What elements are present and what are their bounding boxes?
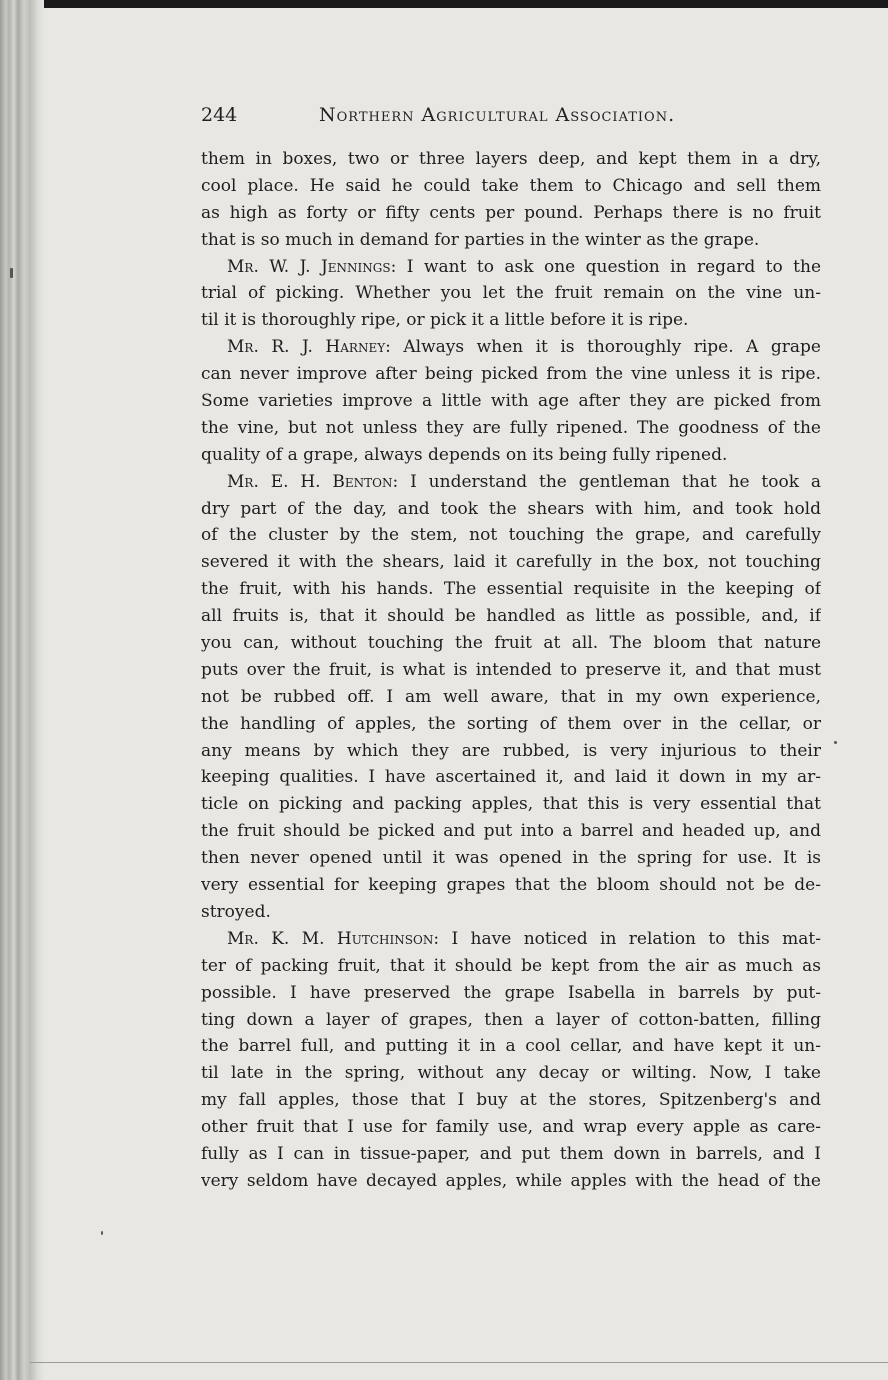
text-line: the handling of apples, the sorting of them over in the cellar, or bbox=[201, 713, 821, 734]
text-line: trial of picking. Whether you let the fruit remain on the vine un- bbox=[201, 283, 821, 304]
text-span: I understand the gentleman that he took a bbox=[398, 471, 821, 492]
text-line: other fruit that I use for family use, and wrap every apple as care- bbox=[201, 1117, 821, 1138]
text-line: ticle on picking and packing apples, that this is very essential that bbox=[201, 794, 821, 815]
text-line: stroyed. bbox=[201, 901, 271, 922]
speaker-name: Mr. E. H. Benton: bbox=[227, 471, 399, 492]
text-line: very seldom have decayed apples, while apples with the head of the bbox=[201, 1170, 821, 1191]
text-line: til late in the spring, without any decay or wilting. Now, I take bbox=[201, 1063, 821, 1084]
scan-top-edge bbox=[0, 0, 888, 8]
book-gutter bbox=[0, 0, 44, 1380]
text-line: as high as forty or fifty cents per pound. Perhaps there is no fruit bbox=[201, 202, 821, 223]
text-line: possible. I have preserved the grape Isabella in barrels by put- bbox=[201, 982, 821, 1003]
text-line: that is so much in demand for parties in the winter as the grape. bbox=[201, 229, 760, 250]
ink-speck bbox=[101, 1231, 103, 1235]
page-header bbox=[201, 104, 821, 134]
ink-speck bbox=[10, 268, 13, 278]
text-line: the barrel full, and putting it in a cool cellar, and have kept it un- bbox=[201, 1036, 821, 1057]
text-line: them in boxes, two or three layers deep, and kept them in a dry, bbox=[201, 149, 821, 169]
text-line: severed it with the shears, laid it carefully in the box, not touching bbox=[201, 552, 821, 573]
text-line: ter of packing fruit, that it should be kept from the air as much as bbox=[201, 955, 821, 976]
text-line: can never improve after being picked from the vine unless it is ripe. bbox=[201, 364, 821, 385]
text-line: of the cluster by the stem, not touching the grape, and carefully bbox=[201, 525, 821, 546]
text-line: puts over the fruit, is what is intended to preserve it, and that must bbox=[201, 659, 821, 680]
text-line: quality of a grape, always depends on its being fully ripened. bbox=[201, 444, 728, 465]
text-line: very essential for keeping grapes that the bloom should not be de- bbox=[201, 875, 821, 896]
text-line: not be rubbed off. I am well aware, that in my own experience, bbox=[201, 686, 821, 707]
text-line: ting down a layer of grapes, then a layer of cotton-batten, filling bbox=[201, 1009, 821, 1030]
text-line: til it is thoroughly ripe, or pick it a little before it is ripe. bbox=[201, 310, 689, 331]
speaker-name: Mr. W. J. Jennings: bbox=[227, 256, 397, 277]
text-line: dry part of the day, and took the shears with him, and took hold bbox=[201, 498, 821, 519]
page-number: 244 bbox=[201, 104, 238, 126]
text-span: Always when it is thoroughly ripe. A grape bbox=[390, 337, 821, 358]
speaker-line bbox=[201, 254, 821, 281]
text-line: Some varieties improve a little with age after they are picked from bbox=[201, 391, 821, 412]
speaker-line bbox=[201, 334, 821, 361]
text-span: I want to ask one question in regard to the bbox=[396, 256, 821, 277]
text-line: all fruits is, that it should be handled as little as possible, and, if bbox=[201, 606, 821, 627]
text-line: keeping qualities. I have ascertained it, and laid it down in my ar- bbox=[201, 767, 821, 788]
body-text bbox=[201, 146, 821, 1195]
text-line: the vine, but not unless they are fully ripened. The goodness of the bbox=[201, 417, 821, 438]
text-line: you can, without touching the fruit at all. The bloom that nature bbox=[201, 633, 821, 654]
text-line: then never opened until it was opened in the spring for use. It is bbox=[201, 848, 821, 869]
text-span: I have noticed in relation to this mat- bbox=[439, 928, 821, 949]
text-line: the fruit, with his hands. The essential requisite in the keeping of bbox=[201, 579, 821, 600]
text-line: fully as I can in tissue-paper, and put them down in barrels, and I bbox=[201, 1143, 821, 1164]
speaker-line bbox=[201, 469, 821, 496]
text-line: any means by which they are rubbed, is very injurious to their bbox=[201, 740, 821, 761]
speaker-name: Mr. K. M. Hutchinson: bbox=[227, 928, 440, 949]
text-line: my fall apples, those that I buy at the stores, Spitzenberg's and bbox=[201, 1090, 821, 1111]
ink-speck bbox=[834, 741, 837, 744]
speaker-name: Mr. R. J. Harney: bbox=[227, 337, 391, 358]
text-line: cool place. He said he could take them to Chicago and sell them bbox=[201, 175, 821, 196]
running-title: Northern Agricultural Association. bbox=[319, 104, 676, 126]
speaker-line bbox=[201, 926, 821, 953]
page-bottom-edge bbox=[30, 1362, 888, 1363]
text-line: the fruit should be picked and put into a barrel and headed up, and bbox=[201, 821, 821, 842]
